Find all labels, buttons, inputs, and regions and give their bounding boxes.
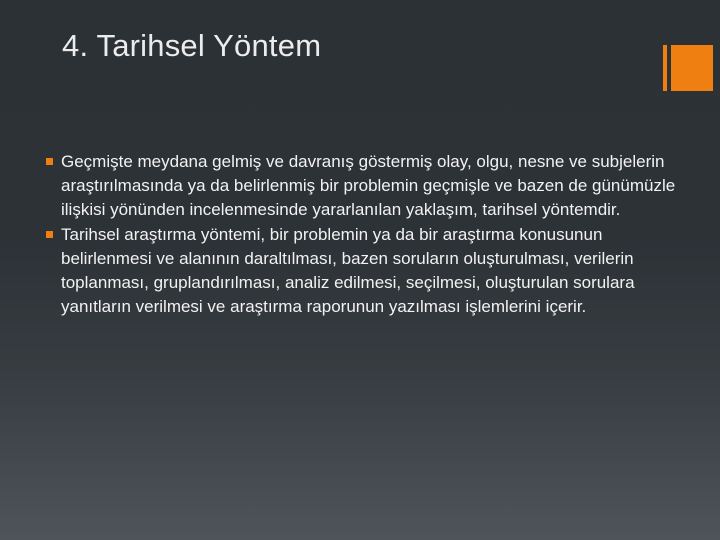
- accent-bars-decoration: [663, 45, 713, 91]
- square-bullet-icon: [46, 158, 53, 165]
- accent-bar-thin: [663, 45, 667, 91]
- accent-bar-thick: [671, 45, 713, 91]
- slide-title: 4. Tarihsel Yöntem: [62, 28, 322, 63]
- bullet-text: Geçmişte meydana gelmiş ve davranış göstermiş olay, olgu, nesne ve subjelerin araştırılmasında ya da belirlenmiş bir problemin geçmişle ve bazen de günümüzle ilişkisi yönünden incelenmesinde yararlanılan yaklaşım, tarihsel yöntemdir.: [61, 152, 676, 220]
- square-bullet-icon: [46, 231, 53, 238]
- slide-content: [46, 150, 676, 319]
- bullet-item: [46, 150, 676, 223]
- bullet-text: Tarihsel araştırma yöntemi, bir problemin ya da bir araştırma konusunun belirlenmesi ve alanının daraltılması, bazen soruların oluşturulması, verilerin toplanması, gruplandırılması, analiz edilmesi, seçilmesi, oluşturulan sorulara yanıtların verilmesi ve araştırma raporunun yazılması işlemlerini içerir.: [61, 224, 635, 317]
- bullet-item: [46, 223, 676, 320]
